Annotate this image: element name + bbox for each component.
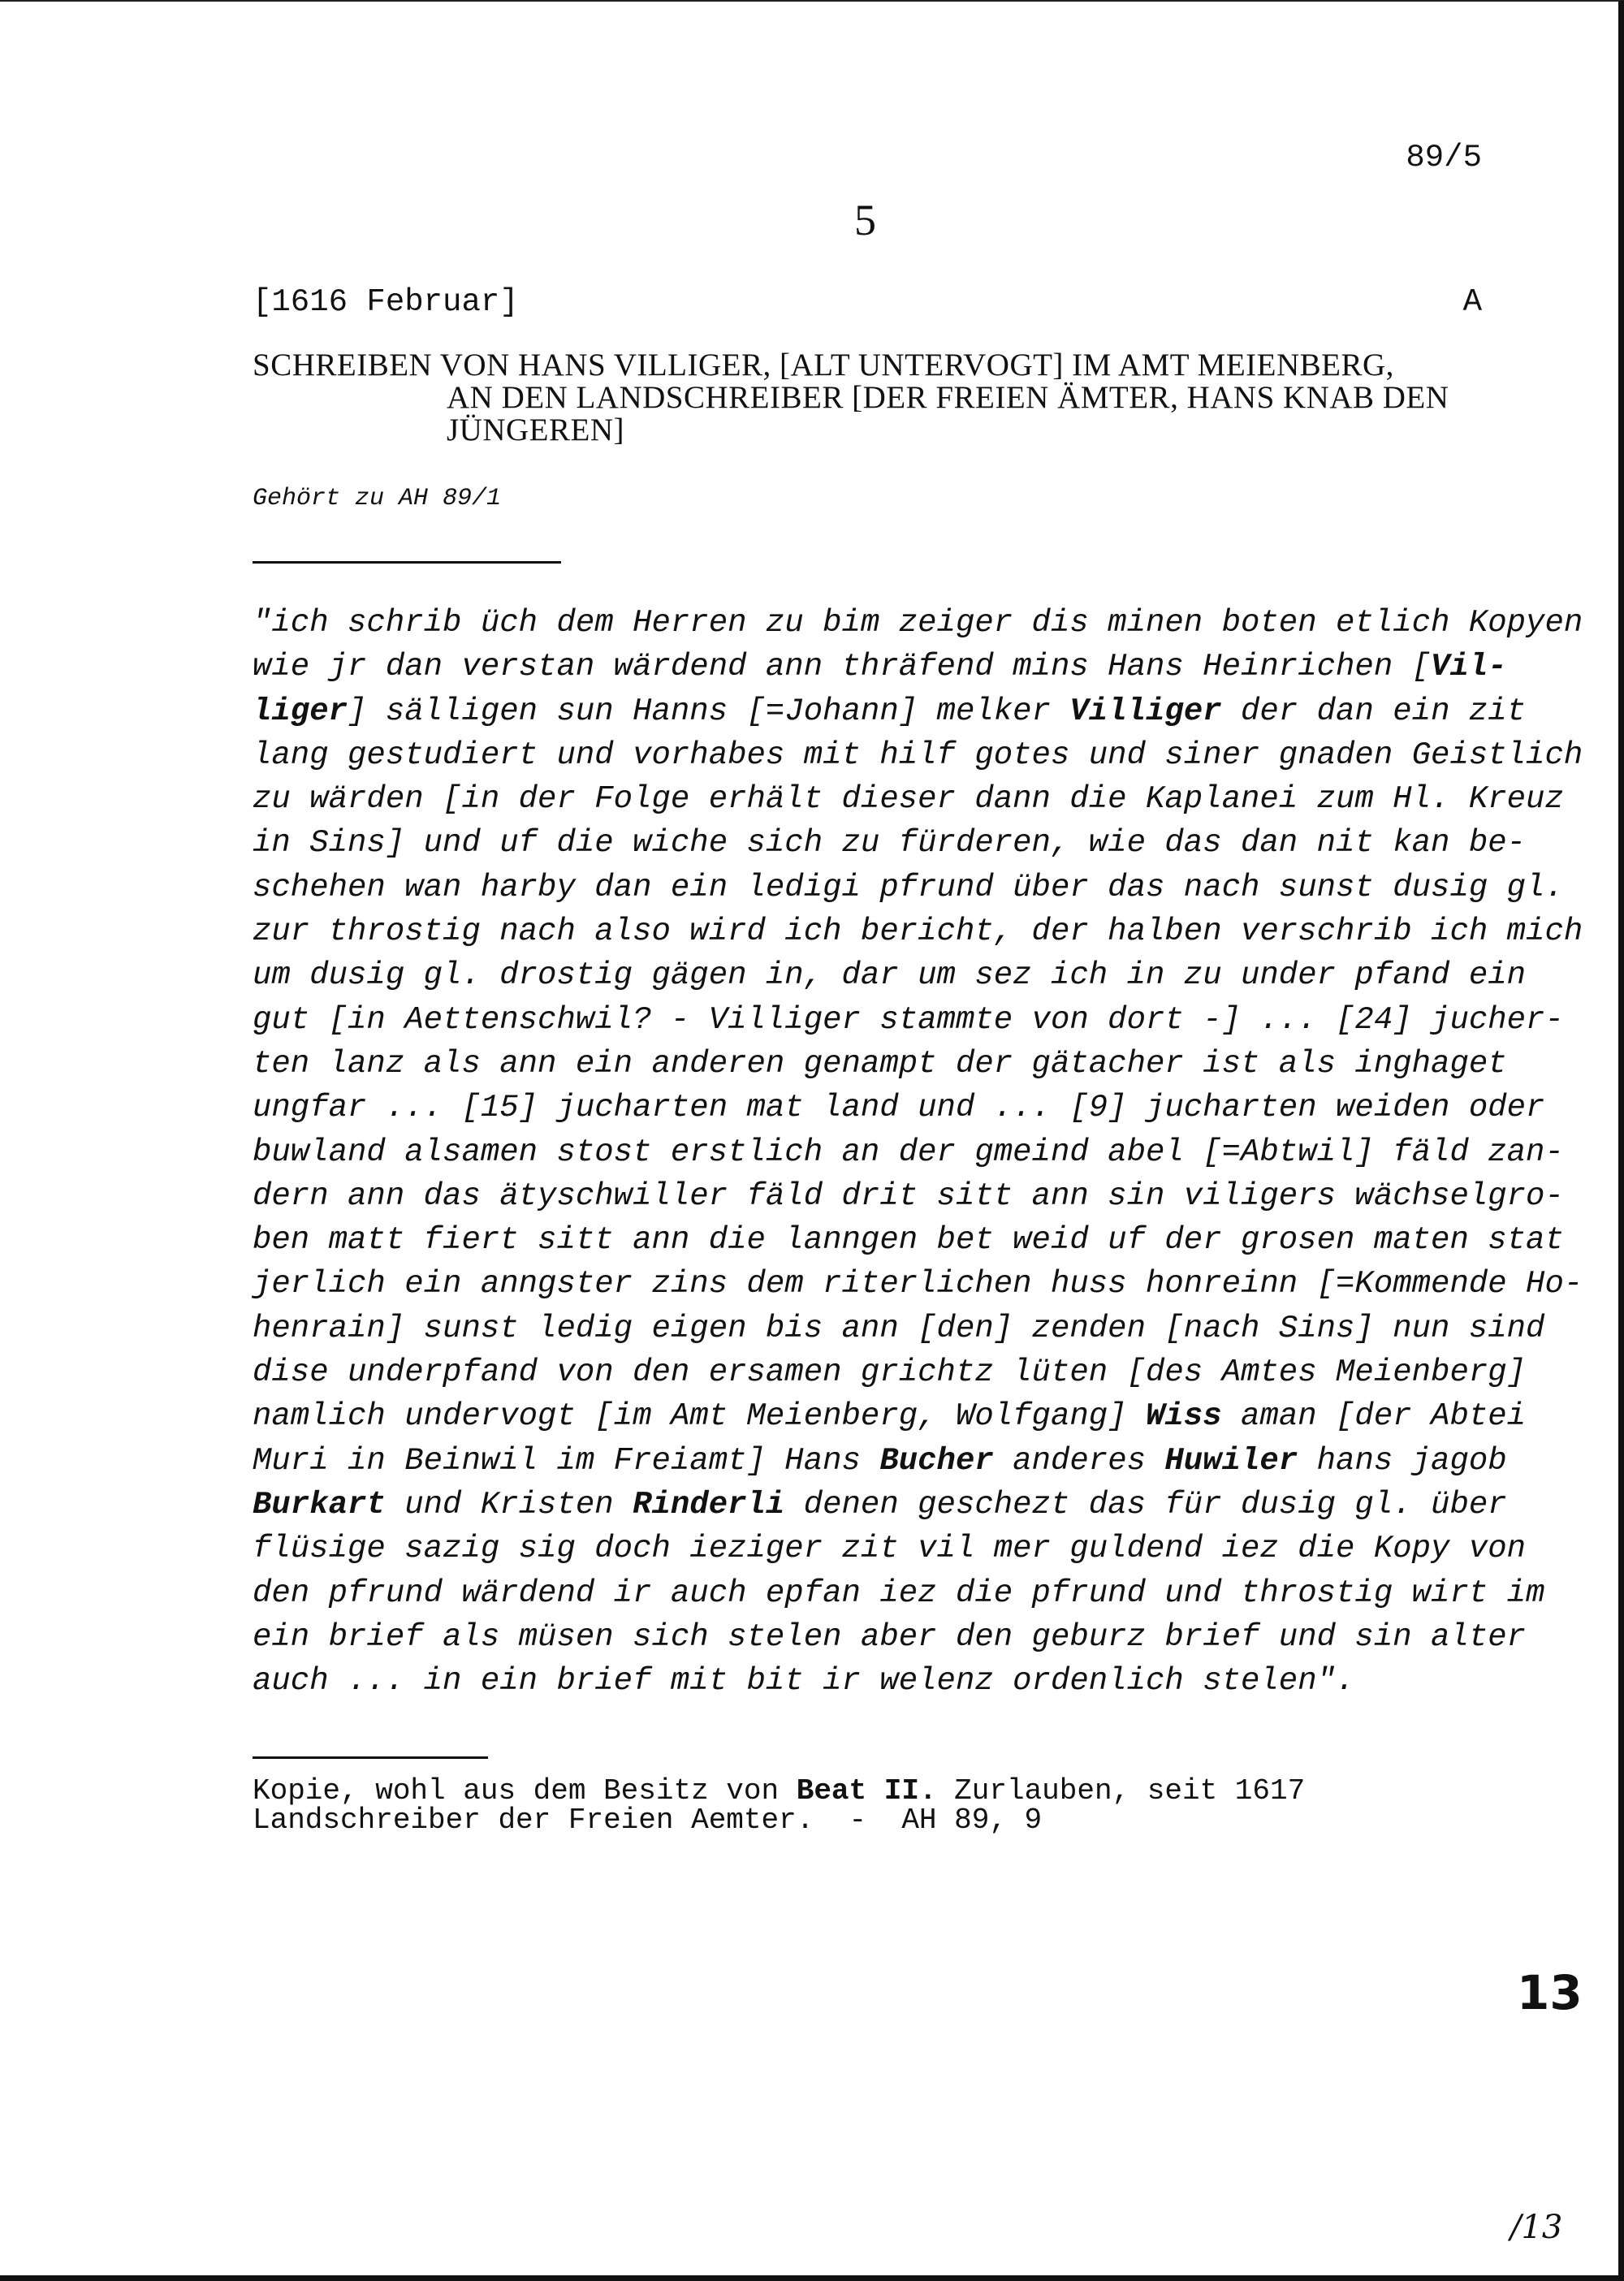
text-segment: Muri in Beinwil im Freiamt] Hans — [253, 1442, 880, 1479]
text-segment: ten lanz als ann ein anderen genampt der gätacher ist als inghaget — [253, 1045, 1507, 1082]
text-segment: in Sins] und uf die wiche sich zu fürderen, wie das dan nit kan be- — [253, 825, 1527, 862]
archive-reference: 89/5 — [1406, 140, 1482, 175]
bold-name: Beat II. — [796, 1774, 937, 1808]
body-line — [253, 689, 1583, 733]
bold-name: Vil- — [1431, 649, 1507, 685]
text-segment: aman [der Abtei — [1221, 1398, 1527, 1435]
body-line — [253, 866, 1583, 909]
text-segment: lang gestudiert und vorhabes mit hilf gotes und siner gnaden Geistlich — [253, 737, 1583, 773]
body-line — [253, 909, 1583, 953]
text-segment: um dusig gl. drostig gägen in, dar um sez ich in zu under pfand ein — [253, 957, 1527, 994]
body-line — [253, 601, 1583, 645]
body-line — [253, 953, 1583, 997]
text-segment: denen geschezt das für dusig gl. über — [784, 1486, 1507, 1523]
body-line — [253, 1262, 1583, 1306]
body-line — [253, 1130, 1583, 1174]
text-segment: wie jr dan verstan wärdend ann thräfend mins Hans Heinrichen [ — [253, 649, 1432, 685]
bold-name: Wiss — [1145, 1398, 1222, 1435]
text-segment: anderes — [993, 1442, 1165, 1479]
body-line — [253, 1174, 1583, 1218]
footnote-line — [253, 1774, 1306, 1808]
text-segment: ben matt fiert sitt ann die lanngen bet weid uf der grosen maten stat — [253, 1222, 1564, 1259]
text-segment: dise underpfand von den ersamen grichtz lüten [des Amtes Meienberg] — [253, 1354, 1527, 1391]
body-line — [253, 998, 1583, 1042]
text-segment: jerlich ein anngster zins dem riterlichen huss honreinn [=Kommende Ho- — [253, 1266, 1583, 1303]
text-segment: namlich undervogt [im Amt Meienberg, Wolfgang] — [253, 1398, 1146, 1435]
text-segment: der dan ein zit — [1221, 693, 1527, 729]
document-date: [1616 Februar] — [253, 284, 519, 320]
title-line: AN DEN LANDSCHREIBER [DER FREIEN ÄMTER, HANS KNAB DEN — [447, 380, 1449, 415]
transcription-body — [253, 601, 1583, 1703]
handwritten-page-mark: 13 — [1517, 1965, 1583, 2020]
footnote-line — [253, 1806, 1305, 1835]
text-segment: buwland alsamen stost erstlich an der gmeind abel [=Abtwil] fäld zan- — [253, 1134, 1564, 1170]
bold-name: Rinderli — [633, 1486, 785, 1523]
body-line — [253, 777, 1583, 821]
text-segment: "ich schrib üch dem Herren zu bim zeiger dis minen boten etlich Kopyen — [253, 605, 1583, 641]
text-segment: hans jagob — [1298, 1442, 1507, 1479]
body-line — [253, 1350, 1583, 1394]
handwritten-folio-mark: /13 — [1510, 2209, 1563, 2246]
text-segment: Kopie, wohl aus dem Besitz von — [253, 1774, 797, 1808]
body-line — [253, 1307, 1583, 1350]
text-segment: schehen wan harby dan ein ledigi pfrund über das nach sunst dusig gl. — [253, 869, 1564, 905]
text-segment: ] sälligen sun Hanns [=Johann] melker — [348, 693, 1070, 729]
body-line — [253, 1615, 1583, 1659]
footnote — [253, 1774, 1306, 1837]
body-line — [253, 1218, 1583, 1262]
text-segment: dern ann das ätyschwiller fäld drit sitt ann sin viligers wächselgro- — [253, 1177, 1564, 1214]
text-segment: den pfrund wärdend ir auch epfan iez die pfrund und throstig wirt im — [253, 1575, 1545, 1611]
body-line — [253, 1659, 1583, 1703]
divider — [253, 561, 561, 564]
bold-name: Villiger — [1069, 693, 1222, 729]
text-segment: gut [in Aettenschwil? - Villiger stammte von dort -] ... [24] jucher- — [253, 1001, 1564, 1038]
body-line — [253, 821, 1583, 865]
text-segment: Zurlauben, seit 1617 — [936, 1774, 1306, 1808]
text-segment: Landschreiber der Freien Aemter. - AH 89, 9 — [253, 1804, 1043, 1837]
body-line — [253, 1483, 1583, 1527]
bold-name: liger — [253, 693, 348, 729]
body-line — [253, 1086, 1583, 1130]
title-line: SCHREIBEN VON HANS VILLIGER, [ALT UNTERVOGT] IM AMT MEIENBERG, — [253, 348, 1394, 382]
text-segment: ungfar ... [15] jucharten mat land und ... [9] jucharten weiden oder — [253, 1090, 1545, 1126]
text-segment: zu wärden [in der Folge erhält dieser dann die Kaplanei zum Hl. Kreuz — [253, 781, 1564, 818]
body-line — [253, 1042, 1583, 1086]
body-line — [253, 645, 1583, 689]
document-number: 5 — [854, 196, 876, 244]
text-segment: auch ... in ein brief mit bit ir welenz ordenlich stelen". — [253, 1663, 1355, 1700]
bold-name: Burkart — [253, 1486, 386, 1523]
bold-name: Bucher — [879, 1442, 994, 1479]
body-line — [253, 733, 1583, 777]
text-segment: ein brief als müsen sich stelen aber den geburz brief und sin alter — [253, 1618, 1527, 1655]
title-line: JÜNGEREN] — [447, 413, 624, 447]
text-segment: henrain] sunst ledig eigen bis ann [den] zenden [nach Sins] nun sind — [253, 1310, 1545, 1346]
body-line — [253, 1527, 1583, 1570]
body-line — [253, 1571, 1583, 1615]
text-segment: zur throstig nach also wird ich bericht, der halben verschrib ich mich — [253, 914, 1583, 950]
text-segment: und Kristen — [385, 1486, 633, 1523]
belongs-to-note: Gehört zu AH 89/1 — [253, 485, 502, 512]
text-segment: flüsige sazig sig doch ieziger zit vil mer guldend iez die Kopy von — [253, 1531, 1527, 1567]
document-letter: A — [1462, 284, 1482, 320]
bold-name: Huwiler — [1164, 1442, 1298, 1479]
body-line — [253, 1439, 1583, 1483]
body-line — [253, 1394, 1583, 1438]
footnote-divider — [253, 1756, 488, 1759]
